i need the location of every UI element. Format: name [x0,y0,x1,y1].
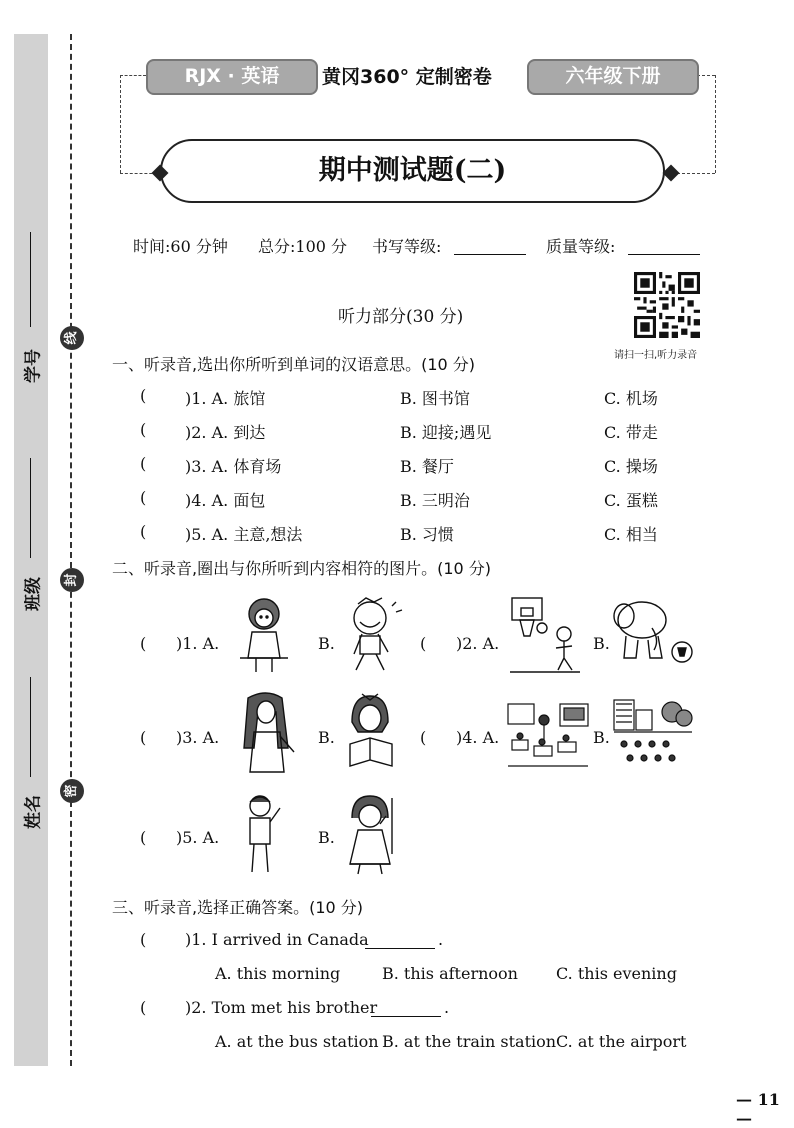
part2-paren: ( [420,634,427,653]
writing-grade-label: 书写等级: [372,237,442,256]
part1-q5-b: B. 习惯 [400,525,454,544]
seal-secret: 密 [60,779,84,803]
part3-q1-c: C. this evening [556,964,677,983]
part1-paren: ( [140,488,147,507]
exam-time: 时间:60 分钟 [133,237,228,256]
part2-paren: ( [140,634,147,653]
part2-q5-b: B. [318,828,335,847]
part3-q2-a: A. at the bus station [215,1032,379,1051]
part1-q4-c: C. 蛋糕 [604,491,658,510]
girl-reading-image [342,692,400,774]
part3-q1-stem: )1. I arrived in Canada [185,930,369,949]
header-dash-right-v [715,75,716,173]
part3-q2-blank [371,1016,441,1017]
part3-q1-a: A. this morning [215,964,341,983]
subject-pill: RJX · 英语 [146,59,318,95]
part1-paren: ( [140,522,147,541]
part1-paren: ( [140,454,147,473]
part1-heading: 一、听录音,选出你所听到单词的汉语意思。(10 分) [112,355,476,374]
part2-q3-a: )3. A. [176,728,220,747]
header-dash-left-v [120,75,121,173]
name-line [30,677,31,777]
part2-q4-b: B. [593,728,610,747]
part1-paren: ( [140,386,147,405]
part2-q5-a: )5. A. [176,828,220,847]
part2-paren: ( [420,728,427,747]
part1-q1-c: C. 机场 [604,389,658,408]
part3-q2-c: C. at the airport [556,1032,687,1051]
elephant-football-image [610,596,694,670]
part1-q3-c: C. 操场 [604,457,658,476]
header-dash-left [120,75,146,76]
part1-q1-b: B. 图书馆 [400,389,470,408]
basketball-image [508,596,582,676]
part3-paren: ( [140,998,147,1017]
part1-q3-a: )3. A. 体育场 [185,457,282,476]
listening-section-title: 听力部分(30 分) [338,307,464,327]
part1-q2-a: )2. A. 到达 [185,423,266,442]
part1-q2-b: B. 迎接;遇见 [400,423,492,442]
girl-thinking-image [342,794,396,876]
part3-q1-blank [365,948,435,949]
part1-q3-b: B. 餐厅 [400,457,454,476]
part1-paren: ( [140,420,147,439]
student-id-label: 学号 [23,349,44,383]
part2-paren: ( [140,728,147,747]
cut-line [70,34,72,1066]
class-label: 班级 [23,577,44,611]
writing-grade-blank [454,254,526,255]
brand-text: 黄冈360° 定制密卷 [322,66,492,88]
part2-q1-b: B. [318,634,335,653]
part1-q4-a: )4. A. 面包 [185,491,266,510]
seal-seal: 封 [60,568,84,592]
part2-q2-a: )2. A. [456,634,500,653]
part2-q4-a: )4. A. [456,728,500,747]
header-dash-right [697,75,715,76]
page-number: — 11 — [736,1090,780,1128]
banner-diamond-right [663,165,680,182]
part2-q1-a: )1. A. [176,634,220,653]
laughing-boy-image [338,594,406,674]
part2-paren: ( [140,828,147,847]
exam-total: 总分:100 分 [258,237,348,256]
class-line [30,458,31,558]
classroom-image [506,700,590,770]
long-hair-girl-image [236,692,298,774]
qr-caption: 请扫一扫,听力录音 [614,350,698,361]
binding-margin-strip [14,34,48,1066]
part1-q5-c: C. 相当 [604,525,658,544]
curly-girl-image [238,596,290,676]
part1-q1-a: )1. A. 旅馆 [185,389,266,408]
part3-paren: ( [140,930,147,949]
part3-q1-b: B. this afternoon [382,964,518,983]
boy-waving-image [240,792,286,876]
student-id-line [30,232,31,327]
qr-code[interactable] [634,272,700,338]
part1-q2-c: C. 带走 [604,423,658,442]
part3-q2-period: . [444,998,450,1017]
part3-heading: 三、听录音,选择正确答案。(10 分) [112,898,364,917]
part2-heading: 二、听录音,圈出与你所听到内容相符的图片。(10 分) [112,559,492,578]
grade-pill: 六年级下册 [527,59,699,95]
part1-q5-a: )5. A. 主意,想法 [185,525,303,544]
part3-q2-stem: )2. Tom met his brother [185,998,378,1017]
seal-line: 线 [60,326,84,350]
quality-grade-blank [628,254,700,255]
part3-q1-period: . [438,930,444,949]
quality-grade-label: 质量等级: [546,237,616,256]
part1-q4-b: B. 三明治 [400,491,470,510]
name-label: 姓名 [23,795,44,829]
page-title: 期中测试题(二) [318,155,507,186]
playground-image [612,698,694,770]
part2-q2-b: B. [593,634,610,653]
part3-q2-b: B. at the train station [382,1032,557,1051]
part2-q3-b: B. [318,728,335,747]
